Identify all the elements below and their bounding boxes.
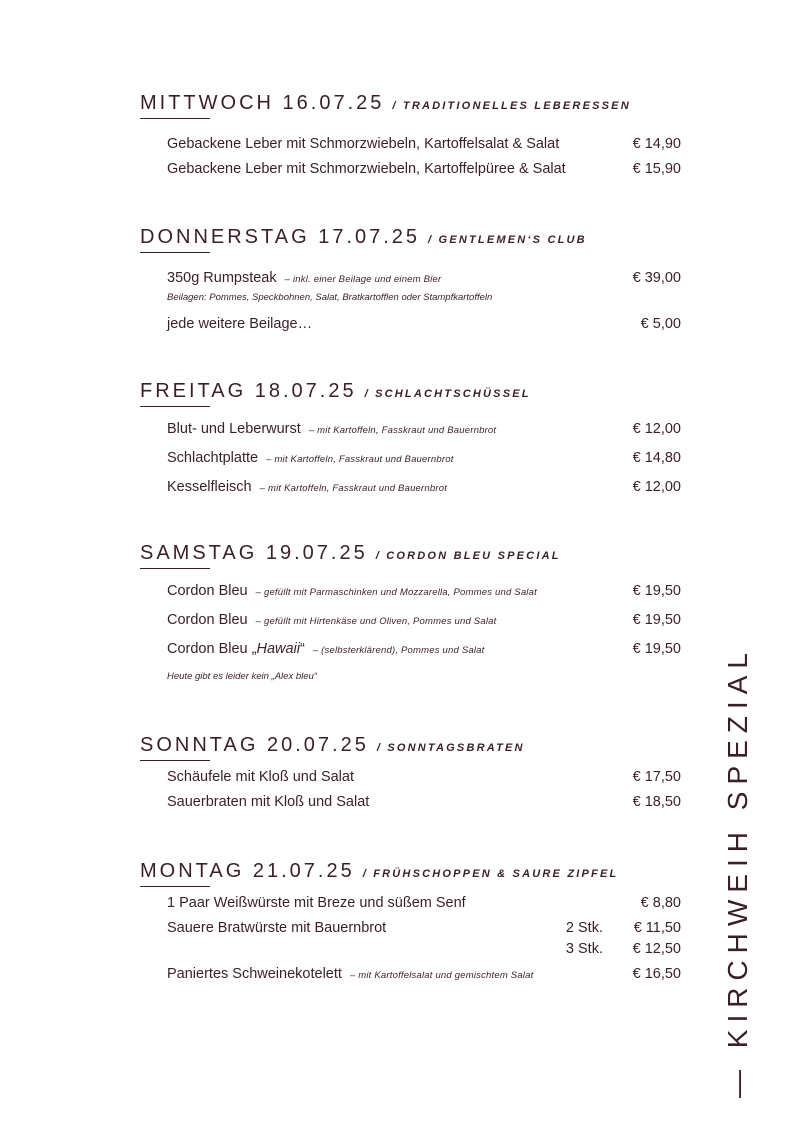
item-note: – mit Kartoffeln, Fasskraut und Bauernbrot (259, 483, 448, 494)
item-name: 350g Rumpsteak (167, 270, 277, 286)
menu-item (167, 450, 685, 466)
menu-item (167, 421, 685, 437)
day-section-donnerstag (140, 226, 685, 332)
day-section-sonntag (140, 734, 685, 810)
item-name: Blut- und Leberwurst (167, 421, 301, 437)
heading-underline (140, 118, 210, 119)
day-subtitle: / FRÜHSCHOPPEN & SAURE ZIPFEL (362, 868, 619, 880)
side-title: — KIRCHWEIH SPEZIAL (722, 646, 753, 1098)
item-note: – mit Kartoffeln, Fasskraut und Bauernbrot (308, 425, 497, 436)
item-name: jede weitere Beilage… (167, 316, 313, 332)
item-name: Cordon Bleu (167, 612, 248, 628)
menu-item (167, 966, 685, 982)
day-heading (140, 380, 685, 403)
footnote: Heute gibt es leider kein „Alex bleu“ (167, 671, 317, 682)
item-price: € 8,80 (640, 895, 681, 911)
item-price: € 16,50 (632, 966, 681, 982)
item-price: € 19,50 (632, 612, 681, 628)
item-name: Schäufele mit Kloß und Salat (167, 769, 354, 785)
item-price: € 15,90 (632, 161, 681, 177)
item-price: € 18,50 (632, 794, 681, 810)
day-subtitle: / TRADITIONELLES LEBERESSEN (392, 100, 631, 112)
item-name: Kesselfleisch (167, 479, 252, 495)
heading-underline (140, 886, 210, 887)
day-subtitle: / GENTLEMEN‘S CLUB (428, 234, 587, 246)
item-name: Gebackene Leber mit Schmorzwiebeln, Kartoffelpüree & Salat (167, 161, 566, 177)
day-heading (140, 92, 685, 115)
item-name: Sauere Bratwürste mit Bauernbrot (167, 920, 387, 936)
menu-item (167, 794, 685, 810)
item-price: € 19,50 (632, 641, 681, 657)
day-subtitle: / SCHLACHTSCHÜSSEL (364, 388, 531, 400)
item-price: € 17,50 (632, 769, 681, 785)
day-heading (140, 734, 685, 757)
item-name: Gebackene Leber mit Schmorzwiebeln, Kartoffelsalat & Salat (167, 136, 560, 152)
item-price: € 12,00 (632, 479, 681, 495)
day-title: SONNTAG 20.07.25 (140, 734, 369, 756)
day-section-freitag (140, 380, 685, 495)
menu-item (167, 270, 685, 286)
menu-item (167, 583, 685, 599)
item-name: Schlachtplatte (167, 450, 259, 466)
day-section-mittwoch (140, 92, 685, 177)
item-note: – (selbsterklärend), Pommes und Salat (312, 645, 485, 656)
item-note: – inkl. einer Beilage und einem Bier (284, 274, 442, 285)
menu-item (167, 479, 685, 495)
item-name: Sauerbraten mit Kloß und Salat (167, 794, 370, 810)
day-subtitle: / SONNTAGSBRATEN (376, 742, 525, 754)
item-price: € 12,50 (632, 941, 681, 957)
item-note: – mit Kartoffeln, Fasskraut und Bauernbrot (266, 454, 454, 465)
item-quantity: 2 Stk. (565, 920, 603, 936)
day-title: SAMSTAG 19.07.25 (140, 542, 368, 564)
menu-item (167, 641, 685, 657)
menu-item (167, 920, 685, 936)
item-price: € 11,50 (633, 920, 681, 936)
menu-item (167, 316, 685, 332)
day-title: MONTAG 21.07.25 (140, 860, 355, 882)
item-note: – gefüllt mit Parmaschinken und Mozzarella, Pommes und Salat (255, 587, 537, 598)
item-price: € 12,00 (632, 421, 681, 437)
item-quantity: 3 Stk. (565, 941, 603, 957)
day-title: DONNERSTAG 17.07.25 (140, 226, 421, 248)
day-section-montag (140, 860, 685, 982)
item-name: Paniertes Schweinekotelett (167, 966, 342, 982)
item-note: – gefüllt mit Hirtenkäse und Oliven, Pommes und Salat (255, 616, 497, 627)
day-heading (140, 226, 685, 249)
heading-underline (140, 252, 210, 253)
item-note: – mit Kartoffelsalat und gemischtem Salat (349, 970, 534, 981)
menu-item (167, 612, 685, 628)
day-heading (140, 542, 685, 565)
menu-item (167, 769, 685, 785)
day-title: FREITAG 18.07.25 (140, 380, 357, 402)
menu-item (167, 136, 685, 152)
item-price: € 14,90 (632, 136, 681, 152)
heading-underline (140, 406, 210, 407)
heading-underline (140, 568, 210, 569)
item-price: € 5,00 (640, 316, 681, 332)
item-price: € 39,00 (632, 270, 681, 286)
day-title: MITTWOCH 16.07.25 (140, 92, 385, 114)
item-name: Cordon Bleu „Hawaii“ (167, 641, 305, 657)
menu-item (167, 895, 685, 911)
heading-underline (140, 760, 210, 761)
item-name: Cordon Bleu (167, 583, 248, 599)
sides-note: Beilagen: Pommes, Speckbohnen, Salat, Bratkartofflen oder Stampfkartoffeln (167, 292, 493, 303)
item-name: 1 Paar Weißwürste mit Breze und süßem Senf (167, 895, 466, 911)
menu-item (167, 161, 685, 177)
day-heading (140, 860, 685, 883)
item-price: € 14,80 (632, 450, 681, 466)
day-section-samstag (140, 542, 685, 682)
item-price: € 19,50 (632, 583, 681, 599)
day-subtitle: / CORDON BLEU SPECIAL (375, 550, 561, 562)
